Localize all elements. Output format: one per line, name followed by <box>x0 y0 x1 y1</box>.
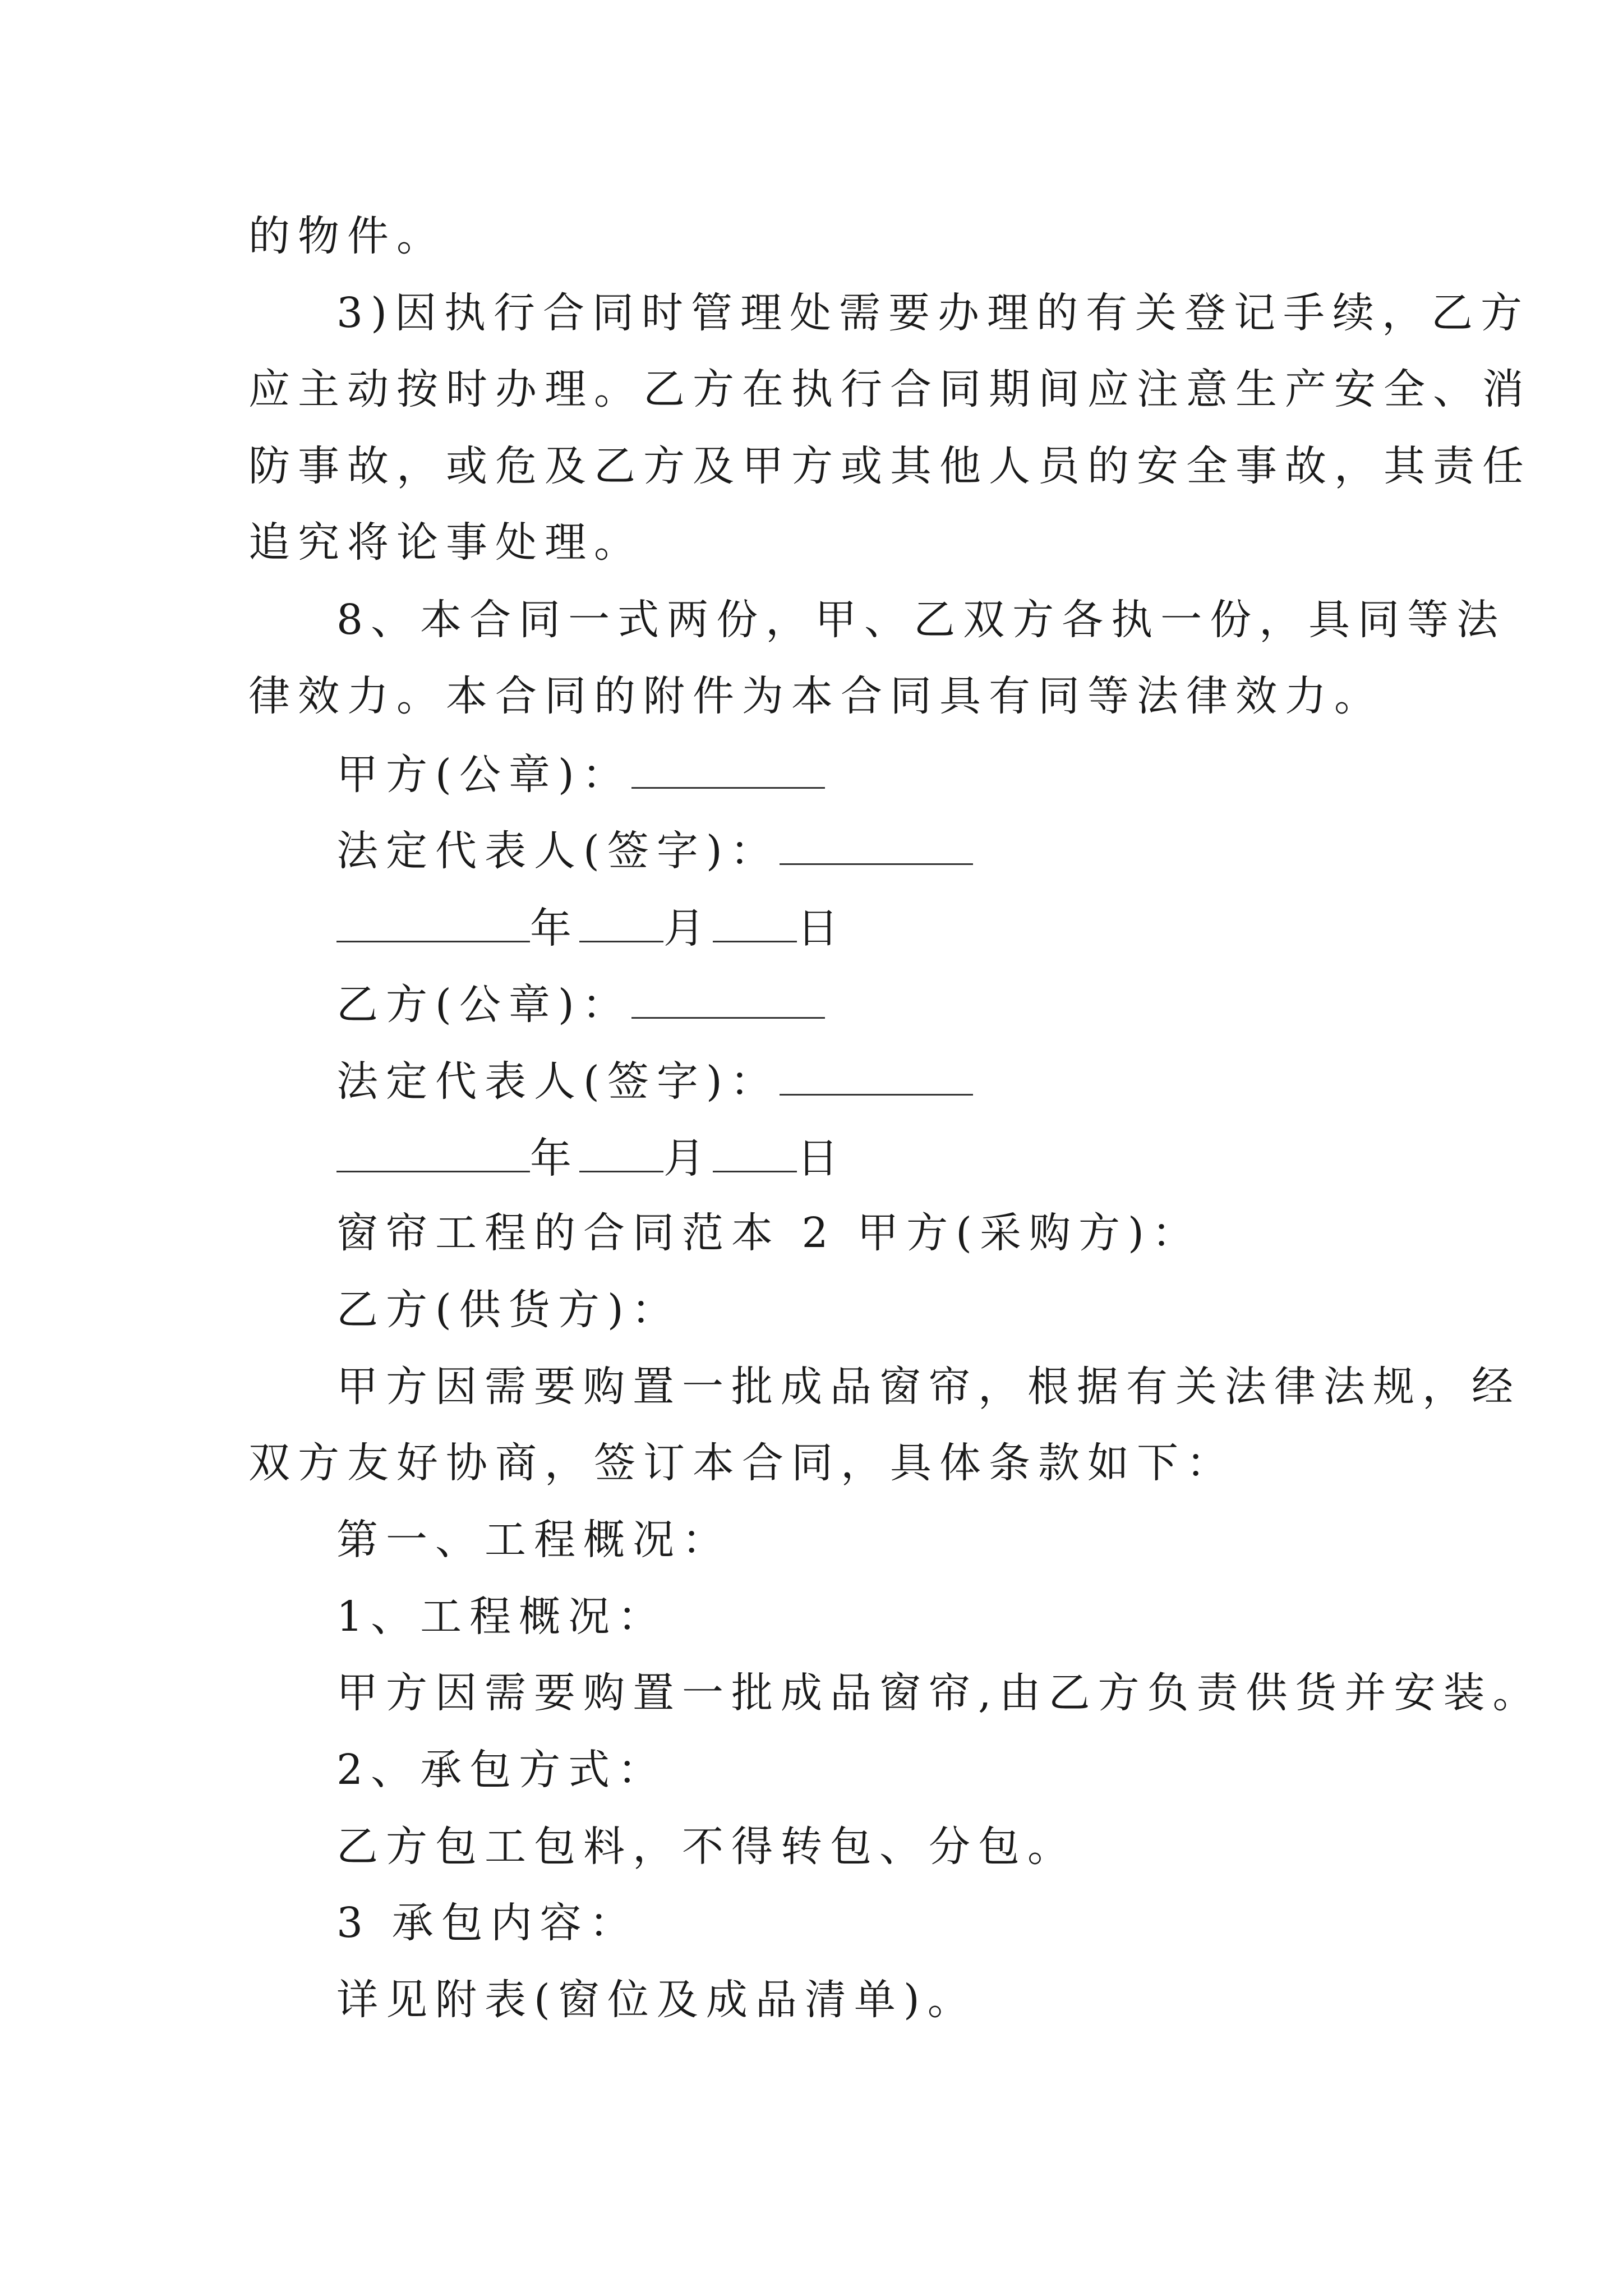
year-label: 年 <box>530 1134 579 1182</box>
paragraph-line: 3)因执行合同时管理处需要办理的有关登记手续，乙方 <box>336 289 1530 337</box>
item-heading: 1、工程概况： <box>336 1593 667 1641</box>
party-b-seal-label: 乙方(公章)： <box>336 981 631 1029</box>
month-blank[interactable] <box>579 1136 663 1172</box>
item-heading: 2、承包方式： <box>336 1746 667 1794</box>
day-label: 日 <box>797 904 846 953</box>
paragraph-line: 甲方因需要购置一批成品窗帘，根据有关法律法规，经 <box>336 1363 1521 1411</box>
paragraph-line: 应主动按时办理。乙方在执行合同期间应注意生产安全、消 <box>248 365 1532 413</box>
legal-rep-b-row <box>336 1057 973 1106</box>
paragraph-line: 防事故，或危及乙方及甲方或其他人员的安全事故，其责任 <box>248 442 1532 490</box>
paragraph-line: 8、本合同一式两份，甲、乙双方各执一份，具同等法 <box>336 596 1506 644</box>
paragraph-line: 乙方(供货方)： <box>336 1286 681 1334</box>
date-row-b <box>336 1134 846 1182</box>
paragraph-line: 双方友好协商，签订本合同，具体条款如下： <box>248 1439 1235 1487</box>
legal-rep-a-blank[interactable] <box>780 829 973 865</box>
date-row-a <box>336 904 846 953</box>
paragraph-line: 窗帘工程的合同范本 2 甲方(采购方)： <box>336 1209 1201 1257</box>
month-label: 月 <box>663 1134 713 1182</box>
party-a-seal-label: 甲方(公章)： <box>336 751 631 799</box>
section-heading: 第一、工程概况： <box>336 1516 731 1564</box>
item-heading: 3 承包内容： <box>336 1899 639 1947</box>
paragraph-line: 律效力。本合同的附件为本合同具有同等法律效力。 <box>248 672 1384 720</box>
month-label: 月 <box>663 904 713 953</box>
paragraph-line: 甲方因需要购置一批成品窗帘,由乙方负责供货并安装。 <box>336 1669 1542 1717</box>
legal-rep-b-blank[interactable] <box>780 1059 973 1096</box>
party-b-seal-blank[interactable] <box>631 982 825 1019</box>
legal-rep-b-label: 法定代表人(签字)： <box>336 1057 780 1106</box>
paragraph-line: 的物件。 <box>248 212 446 260</box>
legal-rep-a-label: 法定代表人(签字)： <box>336 827 780 875</box>
year-blank[interactable] <box>336 1136 530 1172</box>
paragraph-line: 追究将论事处理。 <box>248 518 643 567</box>
paragraph-line: 详见附表(窗位及成品清单)。 <box>336 1976 977 2024</box>
paragraph-line: 乙方包工包料，不得转包、分包。 <box>336 1823 1077 1871</box>
day-blank[interactable] <box>713 906 797 942</box>
party-a-seal-row <box>336 751 825 799</box>
month-blank[interactable] <box>579 906 663 942</box>
day-blank[interactable] <box>713 1136 797 1172</box>
party-b-seal-row <box>336 981 825 1029</box>
party-a-seal-blank[interactable] <box>631 752 825 789</box>
legal-rep-a-row <box>336 827 973 875</box>
year-blank[interactable] <box>336 906 530 942</box>
year-label: 年 <box>530 904 579 953</box>
day-label: 日 <box>797 1134 846 1182</box>
